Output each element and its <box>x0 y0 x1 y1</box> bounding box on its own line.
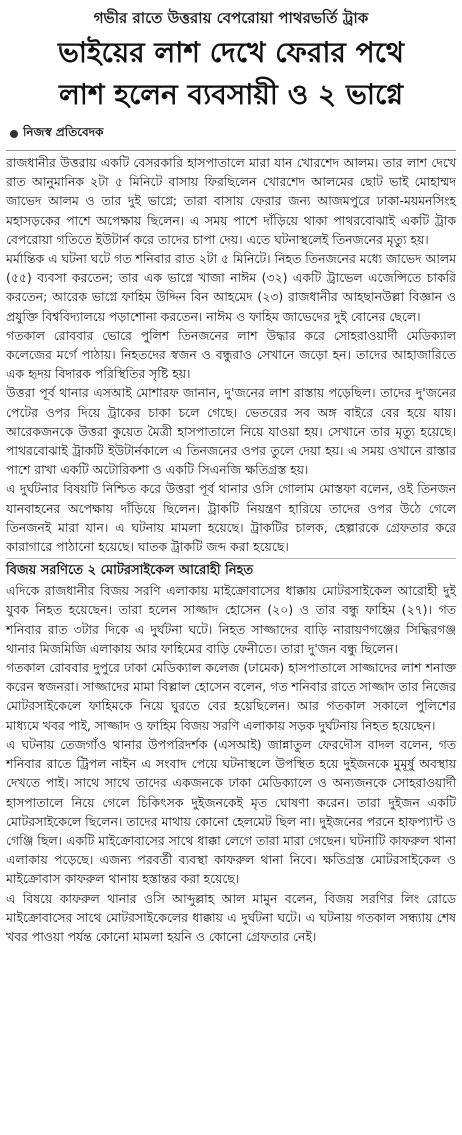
paragraph: এ ঘটনায় তেজগাঁও থানার উপপরিদর্শক (এসআই) জান্নাতুল ফেরদৌস বাদল বলেন, গত শনিবার রাতে ট্রিপল নাইন এ সংবাদ পেয়ে ঘটনাস্থলে উপস্থিত হয়ে দুইজনকে মুমূর্ষু অবস্থায় দেখতে পাই। সাথে সাথে তাদের একজনকে ঢাকা মেডিক্যালে ও অন্যজনকে সোহরাওয়ার্দী হাসপাতালে নিয়ে গেলে চিকিৎসক দুইজনকেই মৃত ঘোষণা করেন। তারা দুইজন একটি মোটরসাইকেলে ছিলেন। তাদের মাথায় কোনো হেলমেট ছিল না। দুইজনের পরনে হাফপ্যান্ট ও গেঞ্জি ছিল। একটি মাইক্রোবাসের সাথে ধাক্কা লেগে তারা মারা গেছেন। ঘটনাটি কাফরুল থানা এলাকায় পড়েছে। এজন্য পরবর্তী ব্যবস্থা কাফরুল থানা নিবে। ক্ষতিগ্রস্ত মোটরসাইকেল ও মাইক্রোবাস কাফরুল থানায় হস্তান্তর করা হয়েছে। <box>6 736 456 887</box>
byline <box>10 124 456 144</box>
kicker-headline: গভীর রাতে উত্তরায় বেপরোয়া পাথরভর্তি ট্রাক <box>93 9 369 27</box>
paragraph: মর্মান্তিক এ ঘটনা ঘটে গত শনিবার রাত ২টা ৫ মিনিটে। নিহত তিনজনের মধ্যে জাভেদ আলম (৫৫) ব্যবসা করতেন; তার এক ভাগ্নে খাজা নাঈম (৩২) একটি ট্রাভেল এজেন্সিতে চাকরি করতেন; আরেক ভাগ্নে ফাহিম উদ্দিন বিন আহমেদ (২৩) রাজধানীর আহছানউল্লা বিজ্ঞান ও প্রযুক্তি বিশ্ববিদ্যালয়ে পড়াশোনা করতেন। নাঈম ও ফাহিম জাভেদের দুই বোনের ছেলে। <box>6 251 456 324</box>
paragraph: রাজধানীর উত্তরায় একটি বেসরকারি হাসপাতালে মারা যান খোরশেদ আলম। তার লাশ দেখে রাত আনুমানিক ২টা ৫ মিনিটে বাসায় ফিরছিলেন খোরশেদ আলমের ছোট ভাই মোহাম্মদ জাভেদ আলম ও তার দুই ভাগ্নে; তারা বাসায় ফেরার জন্য আজমপুরে ঢাকা-ময়মনসিংহ মহাসড়কের পাশে অপেক্ষায় ছিলেন। এ সময় পাশে দাঁড়িয়ে থাকা পাথরবোঝাই একটি ট্রাক বেপরোয়া গতিতে ইউটার্ন করে তাদের চাপা দেয়। এতে ঘটনাস্থলেই তিনজনের মৃত্যু হয়। <box>6 155 456 247</box>
paragraph: উত্তরা পূর্ব থানার এসআই মোশারফ জানান, দু'জনের লাশ রাস্তায় পড়েছিল। তাদের দু'জনের পেটের ওপর দিয়ে ট্রাকের চাকা চলে গেছে। ভেতরের সব অঙ্গ বাইরে বের হয়ে যায়। আরেকজনকে উত্তরা কুয়েত মৈত্রী হাসপাতালে নিয়ে যাওয়া হয়। সেখানে তার মৃত্যু হয়েছে। পাথরবোঝাই ট্রাকটি ইউটার্নকালে এ তিনজনের ওপর তুলে দেয়া হয়। এ সময় ওখানে রাস্তার পাশে রাখা একটি অটোরিকশা ও একটি সিএনজি ক্ষতিগ্রস্ত হয়। <box>6 385 456 478</box>
headline-line-2: লাশ হলেন ব্যবসায়ী ও ২ ভাগ্নে <box>58 78 404 111</box>
subheading: বিজয় সরণিতে ২ মোটরসাইকেল আরোহী নিহত <box>6 558 456 581</box>
divider <box>6 150 456 151</box>
paragraph: গতকাল রোববার দুপুরে ঢাকা মেডিক্যাল কলেজ (ঢামেক) হাসপাতালে সাজ্জাদের লাশ শনাক্ত করেন স্বজনরা। সাজ্জাদের মামা বিল্লাল হোসেন বলেন, গত শনিবার রাতে সাজ্জাদ তার নিজের মোটরসাইকেলে ফাহিমকে নিয়ে ঘুরতে বের হয়েছিলেন। আর গতকাল সকালে পুলিশের মাধ্যমে খবর পাই, সাজ্জাদ ও ফাহিম বিজয় সরণি এলাকায় সড়ক দুর্ঘটনায় নিহত হয়েছেন। <box>6 660 456 733</box>
byline-text: নিজস্ব প্রতিবেদক <box>23 125 104 139</box>
headline-line-1: ভাইয়ের লাশ দেখে ফেরার পথে <box>57 36 405 69</box>
paragraph: এ বিষয়ে কাফরুল থানার ওসি আব্দুল্লাহ আল মামুন বলেন, বিজয় সরণির লিং রোডে মাইক্রোবাসের সাথে মোটরসাইকেলের ধাক্কায় এ দুর্ঘটনা ঘটে। এ ঘটনায় গতকাল সন্ধ্যায় শেষ খবর পাওয়া পর্যন্ত কোনো মামলা হয়নি ও কোনো গ্রেফতার নেই। <box>6 890 456 944</box>
paragraph: এদিকে রাজধানীর বিজয় সরণি এলাকায় মাইক্রোবাসের ধাক্কায় মোটরসাইকেল আরোহী দুই যুবক নিহত হয়েছেন। তারা হলেন সাজ্জাদ হোসেন (২০) ও তার বন্ধু ফাহিম (২৭)। গত শনিবার রাত ৩টার দিকে এ দুর্ঘটনা ঘটে। নিহত সাজ্জাদের বাড়ি নারায়ণগঞ্জের সিদ্ধিরগঞ্জ থানার মিজমিজি এলাকায় আর ফাহিমের বাড়ি ফেনীতে। তারা দু'জন বন্ধু ছিলেন। <box>6 583 456 656</box>
article-body <box>6 153 456 946</box>
paragraph: এ দুর্ঘটনার বিষয়টি নিশ্চিত করে উত্তরা পূর্ব থানার ওসি গোলাম মোস্তফা বলেন, ওই তিনজন যানবাহনের অপেক্ষায় দাঁড়িয়ে ছিলেন। ট্রাকটি নিয়ন্ত্রণ হারিয়ে তাদের ওপর উঠে গেলে তিনজনই মারা যান। এ ঘটনায় মামলা হয়েছে। ট্রাকটির চালক, হেল্পারকে গ্রেফতার করে কারাগারে পাঠানো হয়েছে। ঘাতক ট্রাকটি জব্দ করা হয়েছে। <box>6 481 456 555</box>
paragraph: গতকাল রোববার ভোরে পুলিশ তিনজনের লাশ উদ্ধার করে সোহরাওয়ার্দী মেডিক্যাল কলেজের মর্গে পাঠায়। নিহতদের স্বজন ও বন্ধুরাও সেখানে জড়ো হন। তাদের আহাজারিতে এক হৃদয় বিদারক পরিস্থিতির সৃষ্টি হয়। <box>6 327 456 382</box>
main-headline <box>6 32 456 116</box>
bullet-icon <box>10 130 18 138</box>
